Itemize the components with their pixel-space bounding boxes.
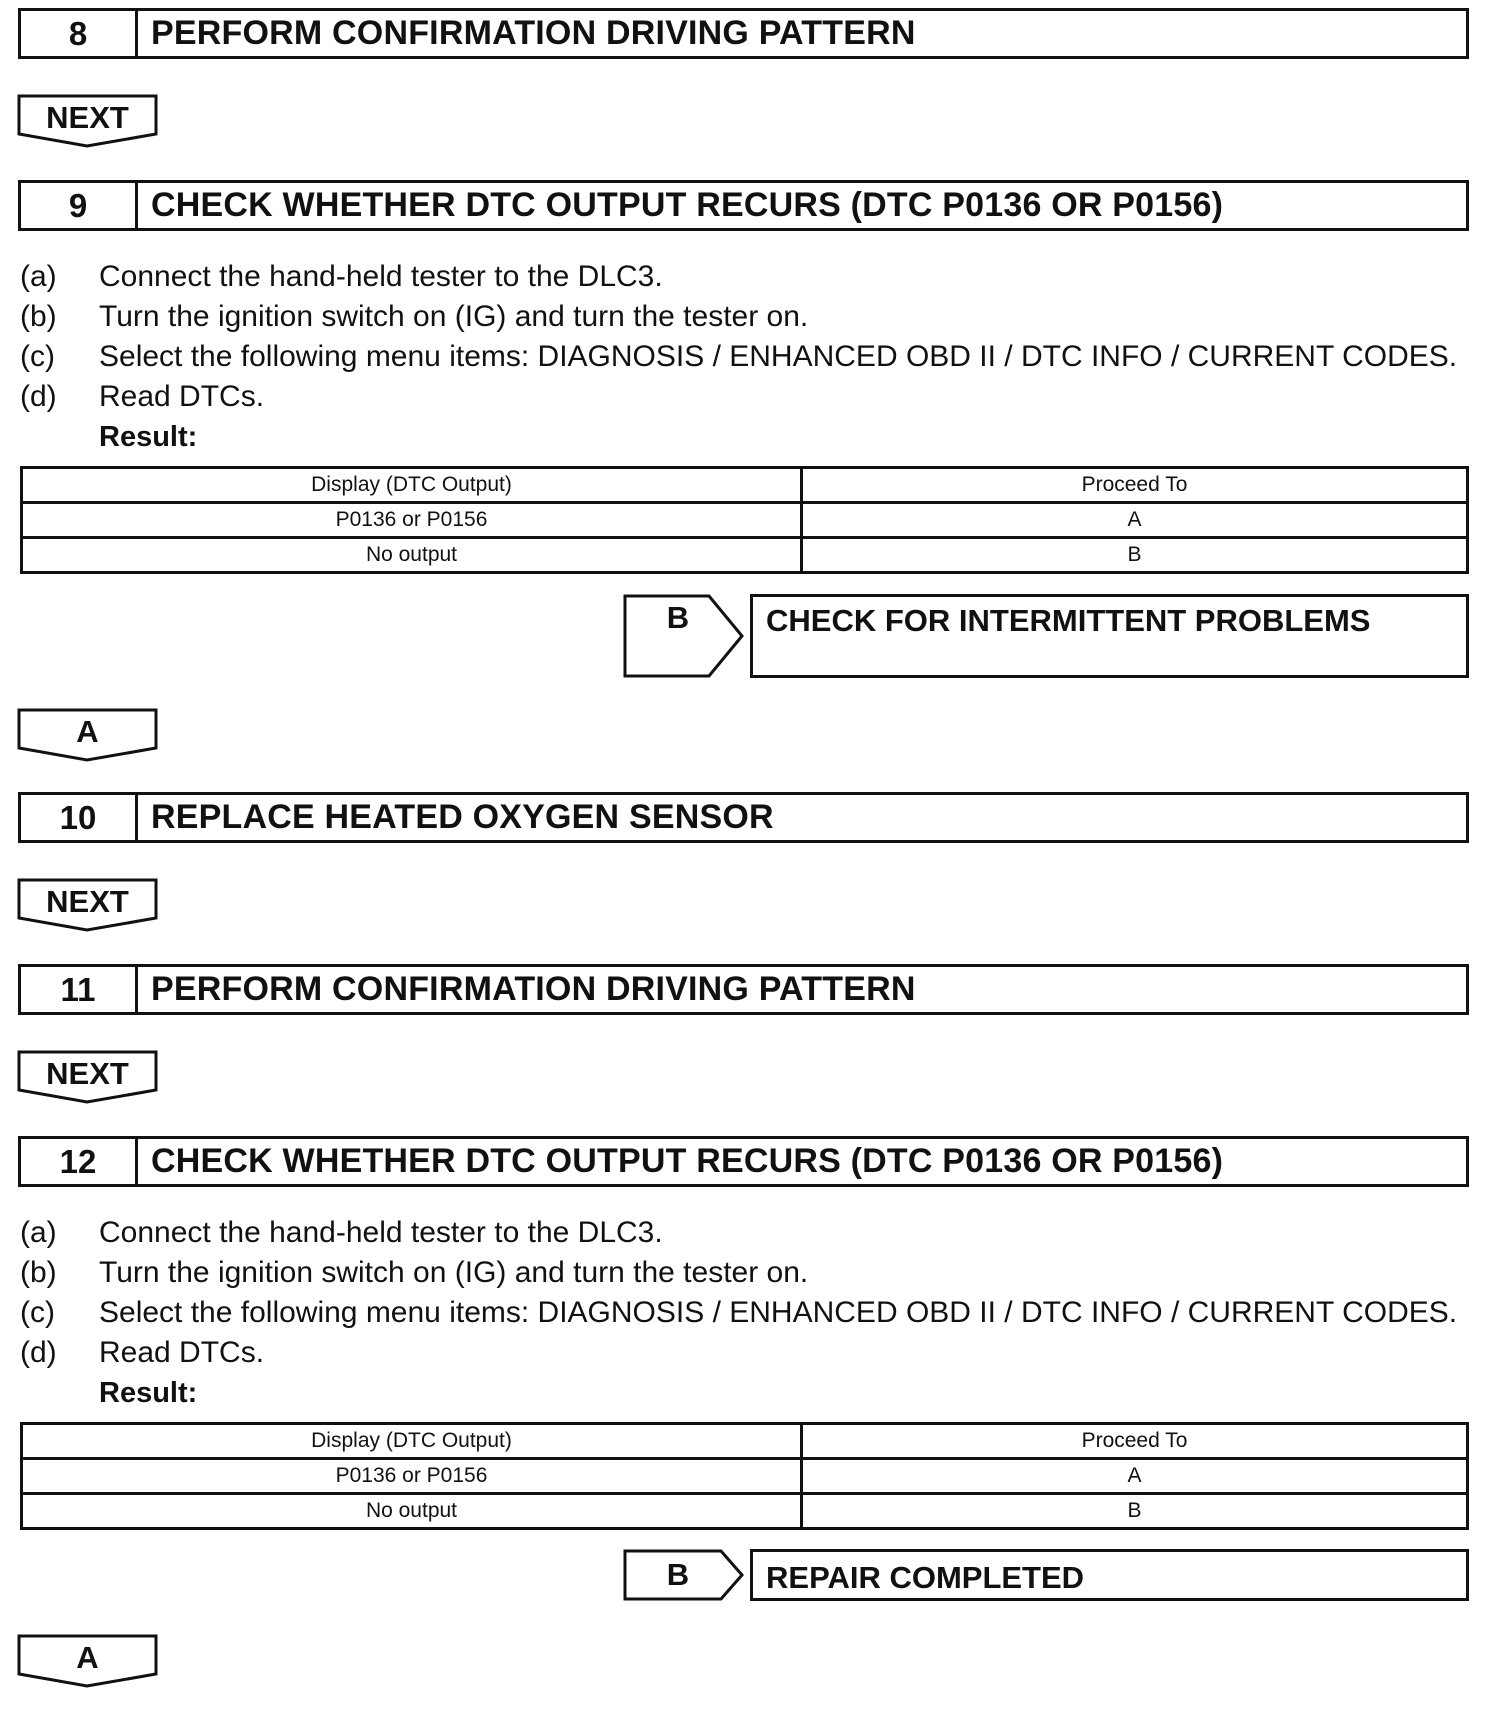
step-number: 11 bbox=[21, 967, 138, 1012]
step-number: 12 bbox=[21, 1139, 138, 1184]
procedure-text: Turn the ignition switch on (IG) and turn the tester on. bbox=[99, 300, 809, 333]
next-arrow-tag bbox=[17, 94, 158, 148]
procedure-letter: (c) bbox=[20, 340, 55, 373]
table-header-cell: Proceed To bbox=[802, 1424, 1468, 1459]
tag-label: A bbox=[76, 714, 99, 749]
result-label: Result: bbox=[99, 1377, 198, 1409]
procedure-letter: (a) bbox=[20, 1216, 57, 1249]
table-header-cell: Display (DTC Output) bbox=[22, 468, 802, 503]
result-label: Result: bbox=[99, 421, 198, 453]
procedure-letter: (b) bbox=[20, 300, 57, 333]
procedure-item bbox=[20, 1333, 1457, 1373]
procedure-list bbox=[20, 257, 1457, 417]
procedure-letter: (c) bbox=[20, 1296, 55, 1329]
branch-label: B bbox=[666, 600, 690, 635]
step-number: 10 bbox=[21, 795, 138, 840]
tag-label: NEXT bbox=[46, 1056, 129, 1091]
step-title: PERFORM CONFIRMATION DRIVING PATTERN bbox=[151, 14, 916, 52]
step-header-10 bbox=[18, 792, 1469, 843]
tag-label: NEXT bbox=[46, 100, 129, 135]
step-header-9 bbox=[18, 180, 1469, 231]
branch-b-arrow bbox=[623, 594, 745, 678]
table-row bbox=[22, 1494, 1468, 1529]
procedure-item bbox=[20, 377, 1457, 417]
tag-label: NEXT bbox=[46, 884, 129, 919]
table-cell: A bbox=[802, 1459, 1468, 1494]
step-header-8 bbox=[18, 8, 1469, 59]
step-title: REPLACE HEATED OXYGEN SENSOR bbox=[151, 798, 774, 836]
procedure-item bbox=[20, 297, 1457, 337]
step-header-12 bbox=[18, 1136, 1469, 1187]
procedure-text: Connect the hand-held tester to the DLC3. bbox=[99, 1216, 663, 1249]
table-cell: P0136 or P0156 bbox=[22, 503, 802, 538]
procedure-item bbox=[20, 337, 1457, 377]
table-cell: B bbox=[802, 1494, 1468, 1529]
procedure-text: Turn the ignition switch on (IG) and turn the tester on. bbox=[99, 1256, 809, 1289]
procedure-letter: (b) bbox=[20, 1256, 57, 1289]
branch-label: B bbox=[666, 1557, 690, 1592]
procedure-item bbox=[20, 1213, 1457, 1253]
procedure-letter: (d) bbox=[20, 380, 57, 413]
step-number: 9 bbox=[21, 183, 138, 228]
table-header-cell: Proceed To bbox=[802, 468, 1468, 503]
procedure-list bbox=[20, 1213, 1457, 1373]
table-header-cell: Display (DTC Output) bbox=[22, 1424, 802, 1459]
step-header-11 bbox=[18, 964, 1469, 1015]
outcome-box: CHECK FOR INTERMITTENT PROBLEMS bbox=[750, 594, 1469, 678]
step-title: PERFORM CONFIRMATION DRIVING PATTERN bbox=[151, 970, 916, 1008]
branch-b-arrow bbox=[623, 1549, 745, 1601]
table-header-row bbox=[22, 468, 1468, 503]
table-cell: A bbox=[802, 503, 1468, 538]
a-arrow-tag bbox=[17, 708, 158, 762]
result-table bbox=[20, 1422, 1469, 1530]
procedure-letter: (d) bbox=[20, 1336, 57, 1369]
procedure-text: Select the following menu items: DIAGNOSIS / ENHANCED OBD II / DTC INFO / CURRENT CODES. bbox=[99, 1296, 1458, 1329]
step-number: 8 bbox=[21, 11, 138, 56]
next-arrow-tag bbox=[17, 1050, 158, 1104]
table-row bbox=[22, 503, 1468, 538]
result-table bbox=[20, 466, 1469, 574]
procedure-item bbox=[20, 1293, 1457, 1333]
procedure-text: Select the following menu items: DIAGNOSIS / ENHANCED OBD II / DTC INFO / CURRENT CODES. bbox=[99, 340, 1458, 373]
procedure-text: Read DTCs. bbox=[99, 1336, 265, 1369]
table-cell: No output bbox=[22, 538, 802, 573]
outcome-box: REPAIR COMPLETED bbox=[750, 1549, 1469, 1601]
step-title: CHECK WHETHER DTC OUTPUT RECURS (DTC P0136 OR P0156) bbox=[151, 1142, 1224, 1180]
table-header-row bbox=[22, 1424, 1468, 1459]
procedure-item bbox=[20, 1253, 1457, 1293]
procedure-text: Connect the hand-held tester to the DLC3. bbox=[99, 260, 663, 293]
step-title: CHECK WHETHER DTC OUTPUT RECURS (DTC P0136 OR P0156) bbox=[151, 186, 1224, 224]
a-arrow-tag bbox=[17, 1634, 158, 1688]
table-cell: P0136 or P0156 bbox=[22, 1459, 802, 1494]
table-cell: No output bbox=[22, 1494, 802, 1529]
table-row bbox=[22, 538, 1468, 573]
tag-label: A bbox=[76, 1640, 99, 1675]
procedure-item bbox=[20, 257, 1457, 297]
procedure-letter: (a) bbox=[20, 260, 57, 293]
procedure-text: Read DTCs. bbox=[99, 380, 265, 413]
next-arrow-tag bbox=[17, 878, 158, 932]
table-cell: B bbox=[802, 538, 1468, 573]
table-row bbox=[22, 1459, 1468, 1494]
